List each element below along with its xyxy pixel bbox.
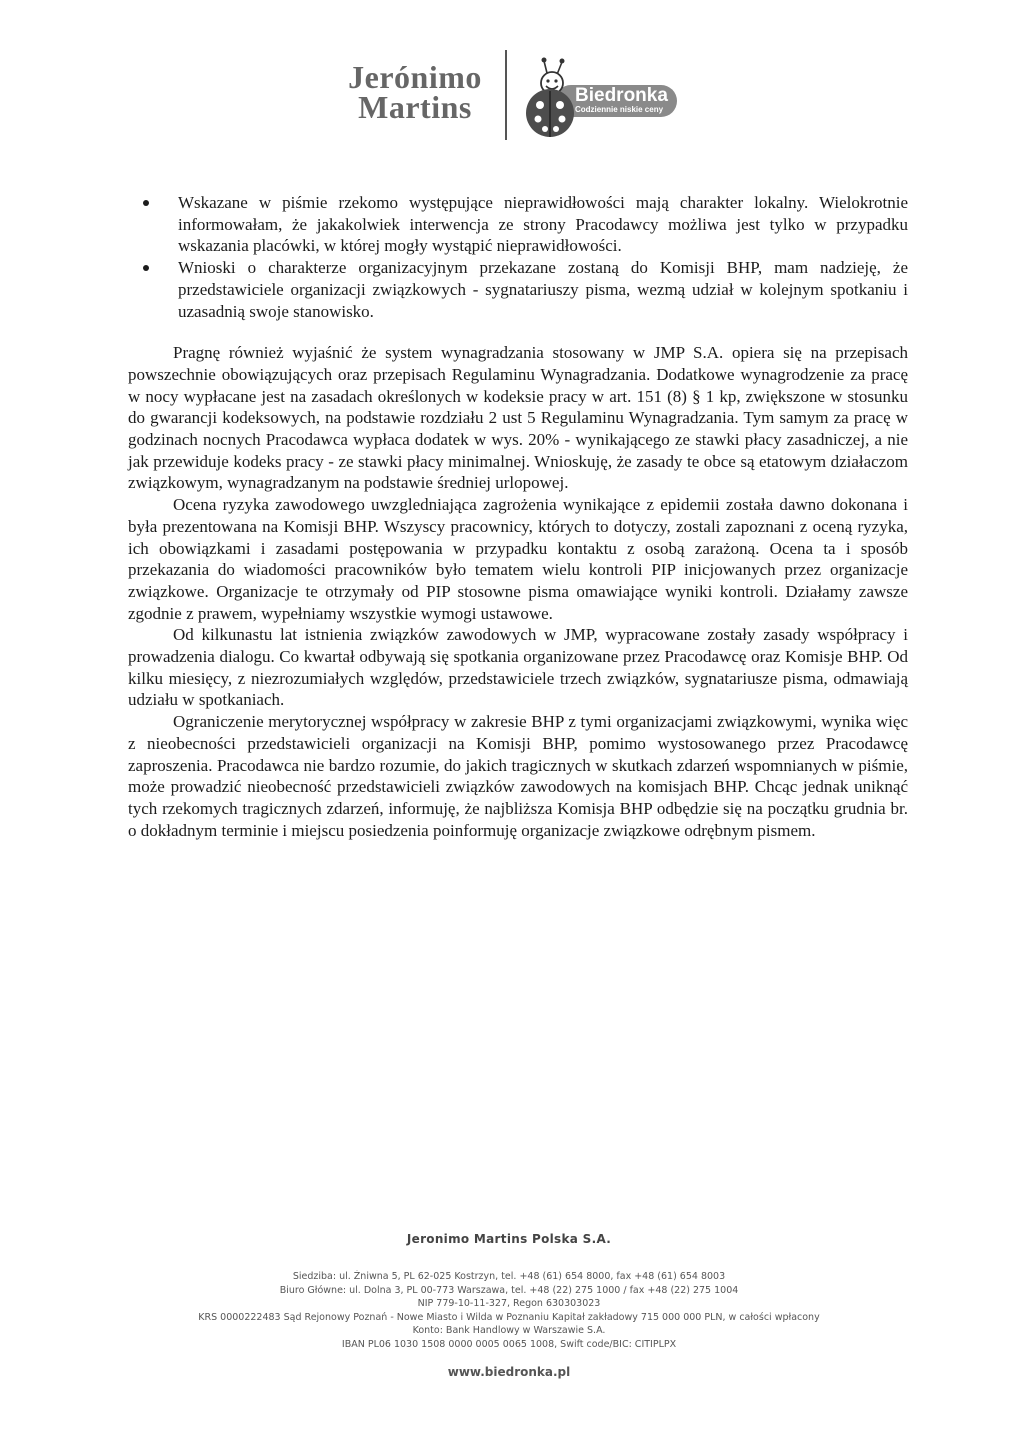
footer-line-krs: KRS 0000222483 Sąd Rejonowy Poznań - Nowe Miasto i Wilda w Poznaniu Kapitał zakładowy 715 000 000 PLN, w całości wpłacony — [198, 1311, 820, 1323]
footer-line-iban: IBAN PL06 1030 1508 0000 0005 0065 1008, Swift code/BIC: CITIPLPX — [341, 1338, 677, 1350]
ladybug-icon — [520, 55, 580, 140]
bullet-text: Wskazane w piśmie rzekomo występujące nieprawidłowości mają charakter lokalny. Wielokrotnie informowałam, że jakakolwiek interwencja ze strony Pracodawcy możliwa jest tylko w przypadku wskazania placówki, w której mogły wystąpić nieprawidłowości. — [178, 193, 908, 256]
paragraph-gap — [128, 322, 908, 342]
bullet-text: Wnioski o charakterze organizacyjnym przekazane zostaną do Komisji BHP, mam nadzieję, że przedstawiciele organizacji związkowych - sygnatariuszy pisma, wezmą udział w kolejnym spotkaniu i uzasadnią swoje stanowisko. — [178, 258, 908, 321]
bullet-item — [128, 192, 908, 257]
logo-divider — [505, 50, 507, 140]
footer-line-nip: NIP 779-10-11-327, Regon 630303023 — [417, 1298, 601, 1309]
footer-line-bank: Konto: Bank Handlowy w Warszawie S.A. — [412, 1325, 606, 1336]
biedronka-tagline: Codziennie niskie ceny — [575, 105, 664, 114]
footer-website[interactable]: www.biedronka.pl — [447, 1365, 571, 1379]
footer-line-office: Biuro Główne: ul. Dolna 3, PL 00-773 Warszawa, tel. +48 (22) 275 1000 / fax +48 (22) 275 1004 — [279, 1284, 739, 1296]
bullet-item — [128, 257, 908, 322]
paragraph-risk-assessment: Ocena ryzyka zawodowego uwzgledniająca zagrożenia wynikające z epidemii została dawno dokonana i była prezentowana na Komisji BHP. Wszyscy pracownicy, których to dotyczy, zostali zapoznani z oceną ryzyka, ich obowiązkami i zasadami postępowania w przypadku kontaktu z osobą zarażoną. Ocena ta i sposób przekazania do wiadomości pracowników było tematem wielu kontroli PIP inicjowanych przez organizacje związkowe. Organizacje te otrzymały od PIP stosowne pisma omawiające wyniki kontroli. Działamy zawsze zgodnie z prawem, wypełniamy wszystkie wymogi ustawowe. — [128, 495, 908, 623]
bullet-dot — [143, 265, 149, 271]
bullet-list — [128, 192, 908, 322]
biedronka-name: Biedronka — [575, 85, 668, 106]
footer-company-name: Jeronimo Martins Polska S.A. — [406, 1232, 612, 1246]
paragraph-cooperation: Od kilkunastu lat istnienia związków zawodowych w JMP, wypracowane zostały zasady współpracy i prowadzenia dialogu. Co kwartał odbywają się spotkania organizowane przez Pracodawcę oraz Komisje BHP. Od kilku miesięcy, z niezrozumiałych względów, przedstawiciele trzech związków, sygnatariusze pisma, odmawiają udziału w spotkaniach. — [128, 625, 908, 710]
jm-logo-line2: Martins — [358, 89, 472, 125]
jm-logo-line1: Jerónimo — [348, 59, 482, 95]
bullet-dot — [143, 200, 149, 206]
company-footer — [0, 1232, 1018, 1379]
letter-body — [128, 192, 908, 841]
biedronka-logo — [520, 55, 685, 140]
paragraph-bhp-commission: Ograniczenie merytorycznej współpracy w zakresie BHP z tymi organizacjami związkowymi, wynika więc z nieobecności przedstawicieli organizacji na Komisji BHP, pomimo wystosowanego przez Pracodawcę zaproszenia. Pracodawca nie bardzo rozumie, do jakich tragicznych w skutkach zdarzeń wspomnianych w piśmie, może prowadzić nieobecność przedstawicieli związków zawodowych na komisjach BHP. Chcąc jednak uniknąć tych rzekomych tragicznych zdarzeń, informuję, że najbliższa Komisja BHP odbędzie się na początku grudnia br. o dokładnym terminie i miejscu posiedzenia poinformuję organizacje związkowe odrębnym pismem. — [128, 712, 908, 840]
paragraph-wages: Pragnę również wyjaśnić że system wynagradzania stosowany w JMP S.A. opiera się na przepisach powszechnie obowiązujących oraz przepisach Regulaminu Wynagradzania. Dodatkowe wynagrodzenie za pracę w nocy wypłacane jest na zasadach określonych w kodeksie pracy w art. 151 (8) § 1 kp, zwiększone w stosunku do gwarancji kodeksowych, na podstawie rozdziału 2 ust 5 Regulaminu Wynagradzania. Tym samym za pracę w godzinach nocnych Pracodawca wypłaca dodatek w wys. 20% - wynikającego ze stawki płacy zasadniczej, a nie jak przewiduje kodeks pracy - ze stawki płacy minimalnej. Wnioskuję, że zasady te obce są etatowym działaczom związkowym, wynagradzanym na podstawie średniej urlopowej. — [128, 343, 908, 493]
jeronimo-martins-logo — [335, 59, 495, 125]
footer-line-seat: Siedziba: ul. Żniwna 5, PL 62-025 Kostrzyn, tel. +48 (61) 654 8000, fax +48 (61) 654 8003 — [292, 1271, 726, 1282]
